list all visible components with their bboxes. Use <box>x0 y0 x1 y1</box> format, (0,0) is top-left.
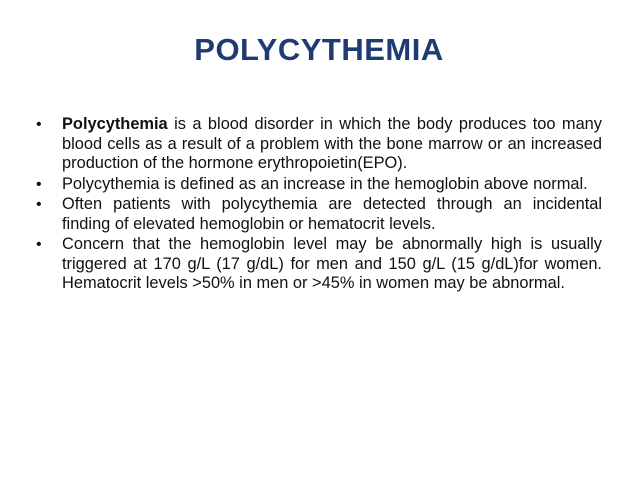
slide-title: POLYCYTHEMIA <box>194 32 444 67</box>
bullet-text: Concern that the hemoglobin level may be abnormally high is usually triggered at 170 g/L (17 g/dL) for men and 150 g/L (15 g/dL)for women. Hematocrit levels >50% in men or >45% in women may be abnormal. <box>62 235 602 292</box>
bullet-icon: • <box>36 196 42 213</box>
bullet-item-2 <box>36 175 602 195</box>
bullet-lead-term: Polycythemia <box>62 115 168 133</box>
bullet-icon: • <box>36 116 42 133</box>
bullet-list <box>36 115 602 295</box>
bullet-text: Polycythemia is defined as an increase in the hemoglobin above normal. <box>62 174 588 193</box>
bullet-text: Often patients with polycythemia are detected through an incidental finding of elevated hemoglobin or hematocrit levels. <box>62 195 602 233</box>
bullet-item-3 <box>36 195 602 234</box>
bullet-item-4 <box>36 235 602 294</box>
bullet-item-1 <box>36 115 602 174</box>
bullet-icon: • <box>36 236 42 253</box>
bullet-icon: • <box>36 175 42 193</box>
bullet-text: is a blood disorder in which the body produces too many blood cells as a result of a problem with the bone marrow or an increased production of the hormone erythropoietin(EPO). <box>62 115 602 172</box>
